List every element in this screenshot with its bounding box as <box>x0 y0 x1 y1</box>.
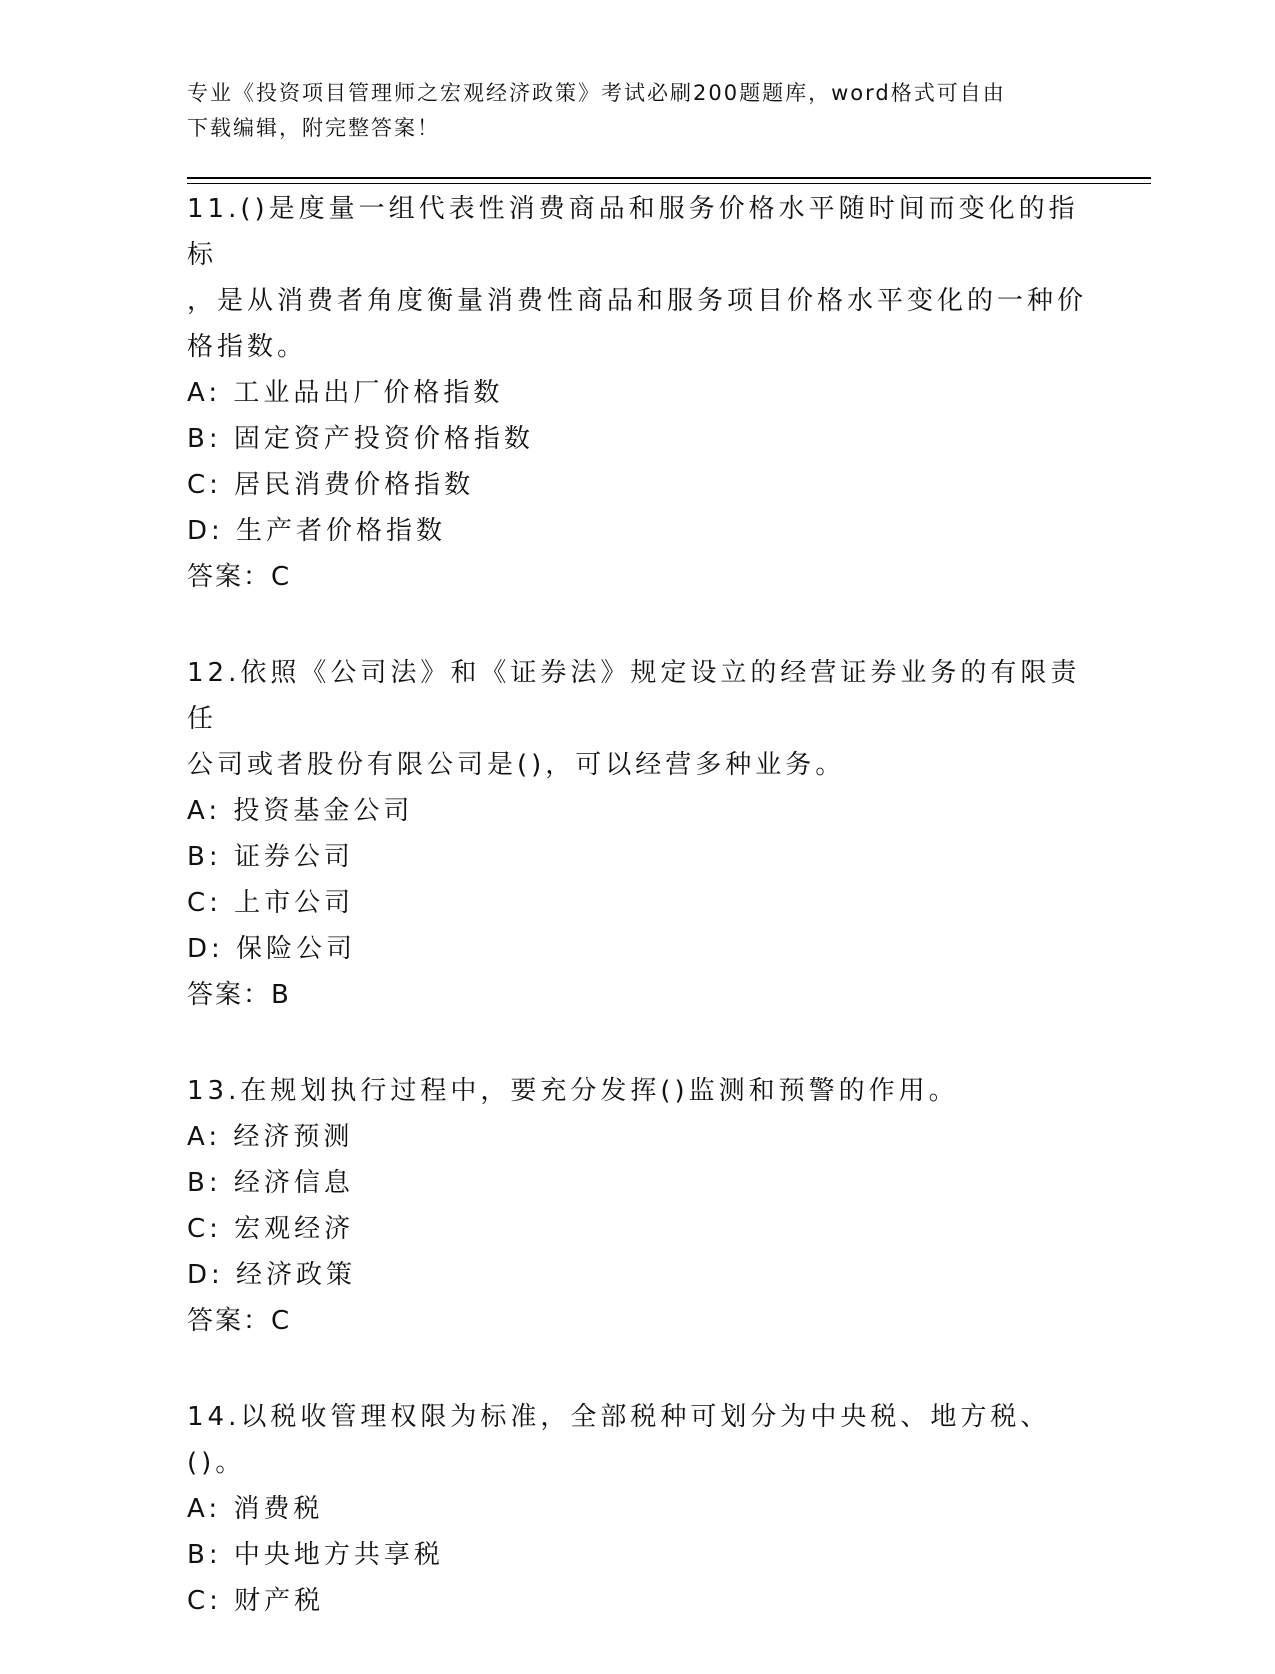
option-b: B: 中央地方共享税 <box>187 1540 444 1570</box>
header-divider-thick <box>187 177 1151 179</box>
question-stem-line: 12.依照《公司法》和《证券法》规定设立的经营证券业务的有限责任 <box>187 658 1081 734</box>
header-line-1: 专业《投资项目管理师之宏观经济政策》考试必刷200题题库，word格式可自由 <box>187 81 1006 105</box>
option-b: B: 固定资产投资价格指数 <box>187 424 534 454</box>
answer-line: 答案：B <box>187 980 291 1010</box>
answer-line: 答案：C <box>187 1306 292 1336</box>
option-d: D: 保险公司 <box>187 934 357 964</box>
question-stem-line: 14.以税收管理权限为标准，全部税种可划分为中央税、地方税、()。 <box>187 1402 1051 1478</box>
option-c: C: 宏观经济 <box>187 1214 355 1244</box>
option-a: A: 投资基金公司 <box>187 796 414 826</box>
option-d: D: 生产者价格指数 <box>187 516 447 546</box>
document-header <box>187 76 1067 146</box>
option-c: C: 上市公司 <box>187 888 355 918</box>
option-a: A: 消费税 <box>187 1494 324 1524</box>
question-stem-line: ，是从消费者角度衡量消费性商品和服务项目价格水平变化的一种价 <box>187 286 1088 316</box>
question-item <box>187 1394 1087 1624</box>
header-divider-thin <box>187 183 1151 184</box>
question-stem-line: 11.()是度量一组代表性消费商品和服务价格水平随时间而变化的指标 <box>187 194 1079 270</box>
option-a: A: 工业品出厂价格指数 <box>187 378 504 408</box>
option-c: C: 居民消费价格指数 <box>187 470 475 500</box>
answer-line: 答案：C <box>187 562 292 592</box>
question-stem-line: 格指数。 <box>187 332 308 362</box>
question-item <box>187 650 1087 1018</box>
question-list <box>187 186 1087 1674</box>
option-a: A: 经济预测 <box>187 1122 354 1152</box>
option-d: D: 经济政策 <box>187 1260 357 1290</box>
question-item <box>187 1068 1087 1344</box>
question-stem-line: 公司或者股份有限公司是()，可以经营多种业务。 <box>187 750 846 780</box>
option-c: C: 财产税 <box>187 1586 325 1616</box>
question-item <box>187 186 1087 600</box>
option-b: B: 证券公司 <box>187 842 354 872</box>
question-stem-line: 13.在规划执行过程中，要充分发挥()监测和预警的作用。 <box>187 1076 959 1106</box>
header-line-2: 下载编辑，附完整答案！ <box>187 116 440 140</box>
option-b: B: 经济信息 <box>187 1168 354 1198</box>
